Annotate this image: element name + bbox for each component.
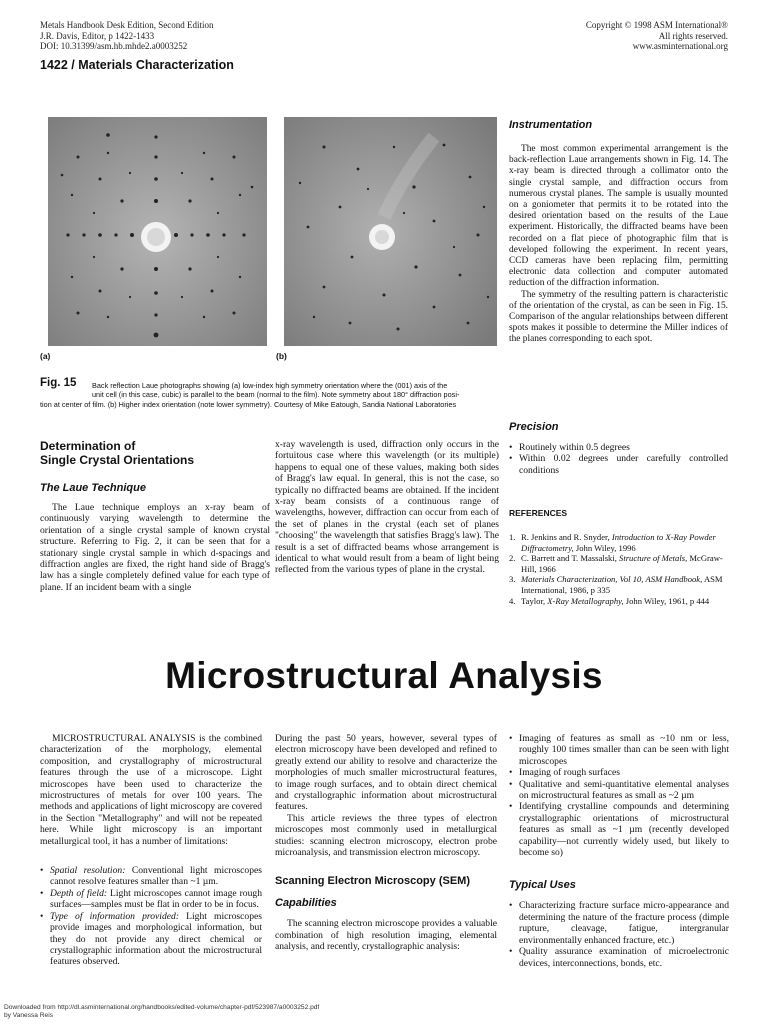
capability-item: • Qualitative and semi-quantitative elemental analyses on microstructural features as small as ~2 µm xyxy=(509,779,729,802)
publication-title: Metals Handbook Desk Edition, Second Edition xyxy=(40,20,214,30)
capability-item: • Imaging of features as small as ~10 nm or less, roughly 100 times smaller than can be seen with light microscopes xyxy=(509,733,729,767)
laue-pattern-a xyxy=(48,117,267,346)
rights-line: All rights reserved. xyxy=(658,30,728,41)
review-paragraph: This article reviews the three types of electron microscopes most commonly used in metallurgical studies: scanning electron microscopy, electron probe microanalysis, and transmission electron microscopy. xyxy=(275,812,497,859)
figure-number: Fig. 15 xyxy=(40,377,77,389)
limitations-list xyxy=(40,865,262,968)
laue-technique-heading: The Laue Technique xyxy=(40,482,146,494)
micro-column-2 xyxy=(275,733,497,953)
downloaded-by: by Vanessa Reis xyxy=(4,1012,53,1019)
determination-right-column xyxy=(275,439,499,576)
laue-paragraph-1: The Laue technique employs an x-ray beam of continuously varying wavelength to determine the orientation of a single crystal sample of known crystal structure. Referring to Fig. 2, it can be seen that for a stationary single crystal sample in which d-spacings and diffraction angles are fixed, the right hand side of Bragg's law has a single completely defined value for each type of plane. If an incident beam with a single xyxy=(40,502,270,593)
website-line: www.asminternational.org xyxy=(632,41,728,52)
capability-item: • Imaging of rough surfaces xyxy=(509,767,729,778)
determination-left-column xyxy=(40,439,270,593)
laue-pattern-b xyxy=(284,117,497,346)
precision-list xyxy=(509,442,728,476)
caption-line-1: Back reflection Laue photographs showing (a) low-index high symmetry orientation where the (001) axis of the xyxy=(92,381,448,390)
capability-item: • Identifying crystalline compounds and determining crystallographic orientations of microstructural features as small as ~1 µm (recently developed capability—not currently widely used, but likely to become so) xyxy=(509,801,729,858)
typical-uses-list xyxy=(509,900,729,968)
doi-line: DOI: 10.31399/asm.hb.mhde2.a0003252 xyxy=(40,41,188,52)
sem-heading: Scanning Electron Microscopy (SEM) xyxy=(275,875,470,888)
instrumentation-section xyxy=(509,119,728,346)
limitation-item: • Type of information provided: Light microscopes provide images and morphological information, but they do not provide any direct chemical or crystallographic information about the microstructural features observed. xyxy=(40,911,262,968)
figure-caption xyxy=(40,378,500,410)
micro-column-1 xyxy=(40,733,262,968)
instrumentation-paragraph-2: The symmetry of the resulting pattern is characteristic of the orientation of the crystal, as can be seen in Fig. 15. Comparison of the angular relationships between different spots makes it possible to determine the Miller indices of the planes corresponding to each spot. xyxy=(509,289,728,345)
references-heading: REFERENCES xyxy=(509,508,568,518)
precision-section xyxy=(509,421,728,476)
header-left xyxy=(40,20,213,52)
limitation-item: • Depth of field: Light microscopes cannot image rough surfaces—samples must be flat in order to be in focus. xyxy=(40,888,262,911)
copyright-line: Copyright © 1998 ASM International® xyxy=(585,20,728,30)
typical-use-item: • Characterizing fracture surface micro-appearance and determining the nature of the fracture process (dimple rupture, cleavage, fatigue, intergranular environmentally enhanced fracture, etc.) xyxy=(509,900,729,946)
download-source-link[interactable]: Downloaded from http://dl.asminternational.org/handbooks/edited-volume/chapter-pdf/523987/a0003252.pdf xyxy=(4,1004,320,1011)
capabilities-heading: Capabilities xyxy=(275,897,337,910)
determination-heading-1: Determination of xyxy=(40,439,136,453)
instrumentation-heading: Instrumentation xyxy=(509,119,593,131)
micro-column-3 xyxy=(509,733,729,969)
precision-heading: Precision xyxy=(509,421,559,433)
caption-line-2: unit cell (in this case, cubic) is parallel to the beam (normal to the film). Note symmetry about 180° diffraction posi- xyxy=(92,390,460,399)
typical-use-item: • Quality assurance examination of microelectronic devices, interconnections, bonds, etc. xyxy=(509,946,729,969)
caption-line-3: tion at center of film. (b) Higher index orientation (note lower symmetry). Courtesy of Mike Eatough, Sandia National Laboratories xyxy=(40,400,457,409)
figure-label-a: (a) xyxy=(40,351,51,361)
figure-label-b: (b) xyxy=(276,351,287,361)
intro-paragraph: MICROSTRUCTURAL ANALYSIS is the combined characterization of the morphology, elemental composition, and crystallography of microstructural features through the use of a microscope. Light microscopes have been used to characterize the microstructures of metals for over 100 years. The methods and applications of light microscopy are covered in the Section "Metallography" and will not be repeated here. While light microscopy is an important metallurgical tool, it has a number of limitations: xyxy=(40,733,262,847)
precision-item: • Within 0.02 degrees under carefully controlled conditions xyxy=(509,453,728,476)
capabilities-paragraph: The scanning electron microscope provides a valuable combination of high resolution imaging, elemental analysis, and recently, crystallographic analysis: xyxy=(275,918,497,953)
reference-item: 3. Materials Characterization, Vol 10, ASM Handbook, ASM International, 1986, p 335 xyxy=(509,574,723,595)
download-footer xyxy=(4,1004,319,1020)
limitation-item: • Spatial resolution: Conventional light microscopes cannot resolve features smaller than ~1 µm. xyxy=(40,865,262,888)
reference-item: 4. Taylor, X-Ray Metallography, John Wiley, 1961, p 444 xyxy=(509,595,710,606)
article-title: Microstructural Analysis xyxy=(165,655,603,696)
laue-photo-a xyxy=(48,117,267,346)
reference-item: 1. R. Jenkins and R. Snyder, Introduction to X-Ray Powder Diffractometry, John Wiley, 1996 xyxy=(509,532,716,553)
typical-uses-heading: Typical Uses xyxy=(509,879,576,892)
capabilities-list xyxy=(509,733,729,858)
determination-heading-2: Single Crystal Orientations xyxy=(40,453,195,467)
references-list xyxy=(509,532,731,606)
laue-photo-b xyxy=(284,117,497,346)
references-section xyxy=(509,508,731,606)
editor-line: J.R. Davis, Editor, p 1422-1433 xyxy=(40,30,155,41)
instrumentation-paragraph-1: The most common experimental arrangement is the back-reflection Laue arrangements shown in Fig. 14. The x-ray beam is directed through a collimator onto the single crystal sample, and diffraction occurs from numerous crystal planes. The sample is usually mounted on a goniometer that permits it to be rotated into the desired orientation based on the results of the Laue experiment. Historically, the diffracted beams have been recorded on a flat piece of photographic film that is developed following the experiment. In recent years, CCD cameras have been replacing film, permitting electronic data collection and computer automated reduction of the diffraction information. xyxy=(509,144,728,289)
header-right xyxy=(586,20,728,52)
precision-item: • Routinely within 0.5 degrees xyxy=(509,442,728,453)
electron-microscopy-paragraph: During the past 50 years, however, several types of electron microscopy have been developed and refined to greatly extend our ability to resolve and characterize the morphologies of much smaller microstructural features, to image rough surfaces, and to obtain direct chemical and crystallographic information about microstructural features. xyxy=(275,733,497,813)
page-title: 1422 / Materials Characterization xyxy=(40,58,234,72)
laue-paragraph-2: x-ray wavelength is used, diffraction only occurs in the fortuitous case where this wavelength (or its multiple) happens to equal one of these values, making both sides of Bragg's law equal. In general, this is not the case, so typically no diffracted beams are obtained. If the incident x-ray beam consists of a continuous range of wavelengths, however, diffraction can occur from each of the set of planes in the crystal (each set of planes "choosing" the wavelength that satisfies Bragg's law). The result is a set of diffracted beams whose arrangement is identical to what would result from a beam of light being reflected from the various types of plane in the crystal. xyxy=(275,439,499,576)
reference-item: 2. C. Barrett and T. Massalski, Structure of Metals, McGraw-Hill, 1966 xyxy=(509,553,723,574)
